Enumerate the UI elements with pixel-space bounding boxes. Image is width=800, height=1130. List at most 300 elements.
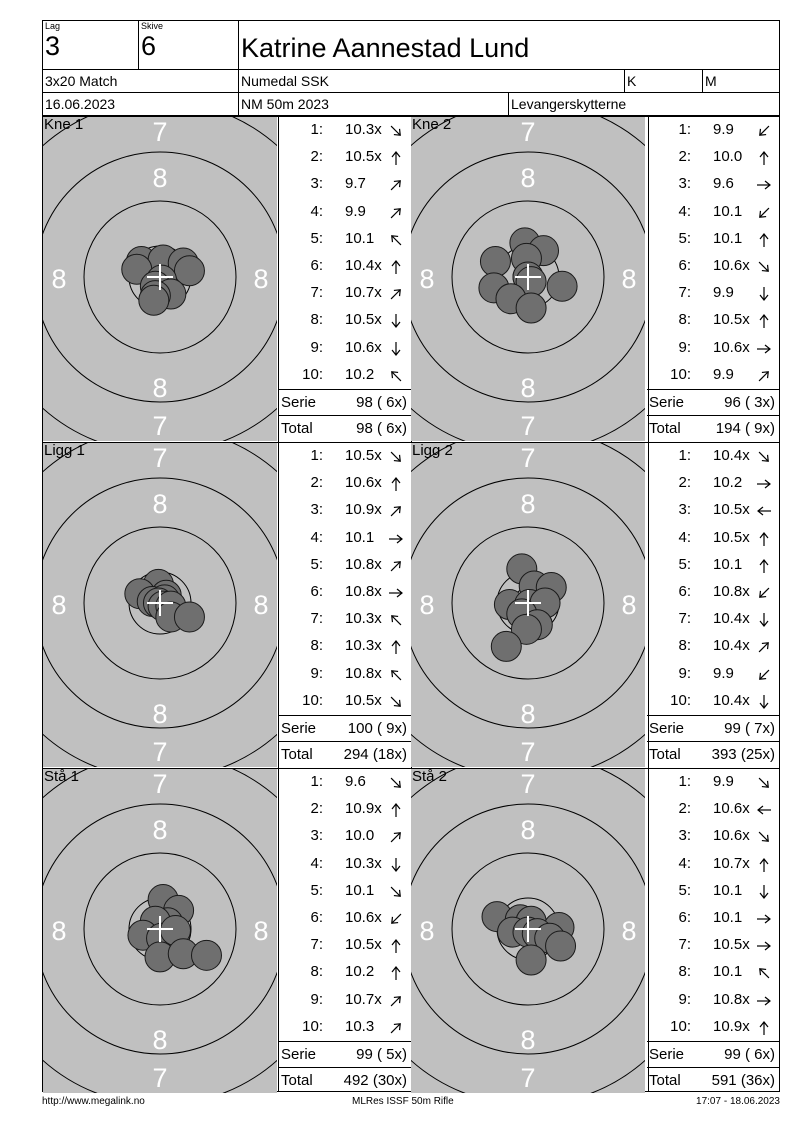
event: 3x20 Match	[45, 73, 118, 89]
shot-number: 2:	[310, 474, 323, 492]
direction-arrow-icon	[387, 258, 405, 276]
shot-score: 10.8x	[345, 555, 382, 573]
stage-name: Stå 2	[412, 768, 448, 785]
shot-number: 6:	[310, 257, 323, 274]
shot-score: 10.0	[713, 148, 743, 166]
shot-list	[647, 770, 779, 1040]
shot-score: 10.5x	[713, 501, 750, 519]
shot-number: 10:	[670, 691, 691, 709]
direction-arrow-icon	[755, 176, 773, 194]
ring-label-eight: 8	[520, 815, 536, 845]
direction-arrow-icon	[755, 910, 773, 928]
ring-label-seven: 7	[152, 117, 168, 147]
direction-arrow-icon	[387, 856, 405, 874]
ring-label-eight: 8	[253, 590, 269, 620]
direction-arrow-icon	[755, 828, 773, 846]
shot-number: 7:	[678, 936, 691, 954]
shot-number: 8:	[678, 637, 691, 655]
shot-score: 10.5x	[713, 528, 750, 546]
shot-number: 7:	[678, 610, 691, 628]
shot-score: 10.1	[713, 202, 743, 220]
direction-arrow-icon	[755, 937, 773, 955]
direction-arrow-icon	[387, 910, 405, 928]
direction-arrow-icon	[755, 557, 773, 575]
shot-number: 1:	[310, 447, 323, 464]
shot-number: 6:	[678, 909, 691, 926]
shot-score: 10.3x	[345, 610, 382, 628]
shot-score: 9.6	[713, 175, 734, 193]
shot-number: 9:	[310, 338, 323, 356]
skive-cell	[139, 21, 239, 70]
ring-label-seven: 7	[520, 737, 536, 767]
shot-number: 1:	[310, 121, 323, 138]
target-svg	[411, 769, 645, 1093]
ring-label-seven: 7	[152, 1063, 168, 1093]
shot-score: 9.6	[345, 773, 366, 790]
serie-label: Serie	[281, 720, 317, 737]
shot-row	[647, 824, 777, 851]
direction-arrow-icon	[387, 1019, 405, 1037]
shot-number: 4:	[678, 528, 691, 546]
shot-number: 8:	[310, 311, 323, 329]
shot-score: 10.3x	[345, 854, 382, 872]
shot-list	[279, 770, 411, 1040]
ring-label-eight: 8	[152, 163, 168, 193]
shot-hole	[547, 271, 577, 301]
shot-hole	[516, 945, 546, 975]
total-label: Total	[281, 1072, 313, 1089]
total-label: Total	[649, 746, 681, 763]
shot-list	[647, 444, 779, 714]
ring-label-eight: 8	[253, 264, 269, 294]
shot-number: 1:	[310, 773, 323, 790]
m-cell	[703, 70, 780, 93]
total-row	[279, 741, 411, 767]
direction-arrow-icon	[755, 367, 773, 385]
competition-cell	[239, 93, 509, 116]
serie-row	[279, 1041, 411, 1067]
total-value: 393 (25x)	[711, 746, 775, 763]
direction-arrow-icon	[387, 557, 405, 575]
shot-row	[647, 634, 777, 661]
direction-arrow-icon	[755, 992, 773, 1010]
total-value: 98 ( 6x)	[356, 420, 407, 437]
direction-arrow-icon	[387, 367, 405, 385]
target-svg	[43, 117, 277, 441]
direction-arrow-icon	[755, 964, 773, 982]
shot-score: 10.9x	[713, 1017, 750, 1035]
total-label: Total	[649, 1072, 681, 1089]
direction-arrow-icon	[755, 122, 773, 140]
serie-label: Serie	[649, 394, 685, 411]
direction-arrow-icon	[755, 231, 773, 249]
serie-value: 99 ( 6x)	[724, 1046, 775, 1063]
target-svg	[411, 117, 645, 441]
direction-arrow-icon	[387, 448, 405, 466]
total-label: Total	[281, 746, 313, 763]
shot-score: 10.4x	[713, 610, 750, 628]
ring-label-eight: 8	[51, 264, 67, 294]
shot-number: 5:	[678, 881, 691, 899]
direction-arrow-icon	[387, 584, 405, 602]
total-row	[279, 415, 411, 441]
total-row	[647, 1067, 779, 1093]
shot-row	[647, 770, 777, 797]
results-grid	[42, 116, 780, 1092]
serie-value: 96 ( 3x)	[724, 394, 775, 411]
ring-label-eight: 8	[253, 916, 269, 946]
shot-score: 10.3x	[345, 637, 382, 655]
ring-label-eight: 8	[51, 916, 67, 946]
shot-row	[279, 553, 409, 580]
shot-score: 10.7x	[345, 990, 382, 1008]
shot-number: 10:	[302, 365, 323, 383]
shot-row	[647, 172, 777, 199]
shot-row	[647, 118, 777, 145]
shot-number: 6:	[310, 909, 323, 926]
direction-arrow-icon	[387, 475, 405, 493]
shot-row	[647, 308, 777, 335]
shot-score: 9.7	[345, 175, 366, 193]
shot-score: 10.6x	[713, 338, 750, 356]
target-6	[411, 769, 645, 1093]
total-label: Total	[649, 420, 681, 437]
stage-name: Ligg 2	[412, 442, 453, 459]
target-svg	[43, 443, 277, 767]
shot-row	[647, 906, 777, 933]
shot-row	[647, 797, 777, 824]
shot-number: 6:	[678, 583, 691, 600]
club: Numedal SSK	[241, 73, 329, 89]
shot-row	[279, 906, 409, 933]
shot-row	[279, 580, 409, 607]
shot-row	[279, 852, 409, 879]
shot-score: 10.5x	[345, 311, 382, 329]
shot-score: 10.1	[713, 229, 743, 247]
shot-score: 10.9x	[345, 800, 382, 818]
serie-value: 99 ( 5x)	[356, 1046, 407, 1063]
shot-number: 9:	[310, 664, 323, 682]
shot-number: 10:	[302, 1017, 323, 1035]
total-row	[647, 415, 779, 441]
direction-arrow-icon	[755, 584, 773, 602]
shot-row	[647, 852, 777, 879]
organizer: Levangerskytterne	[511, 96, 627, 112]
shot-number: 8:	[310, 637, 323, 655]
shot-row	[279, 1015, 409, 1042]
shot-number: 10:	[670, 365, 691, 383]
shot-list	[279, 444, 411, 714]
shot-number: 7:	[678, 284, 691, 302]
target-2	[411, 117, 645, 441]
serie-label: Serie	[649, 720, 685, 737]
shot-row	[647, 1015, 777, 1042]
footer-timestamp: 17:07 - 18.06.2023	[696, 1096, 780, 1107]
event-cell	[43, 70, 239, 93]
shot-score: 10.2	[345, 365, 375, 383]
direction-arrow-icon	[755, 285, 773, 303]
target-3	[43, 443, 277, 767]
shot-number: 4:	[678, 854, 691, 872]
serie-value: 100 ( 9x)	[347, 720, 407, 737]
stage-name: Ligg 1	[44, 442, 85, 459]
ring-label-eight: 8	[520, 489, 536, 519]
shot-score: 10.4x	[713, 447, 750, 464]
shot-row	[279, 526, 409, 553]
direction-arrow-icon	[387, 638, 405, 656]
shot-score: 9.9	[345, 202, 366, 220]
direction-arrow-icon	[755, 530, 773, 548]
shot-score: 10.1	[345, 229, 375, 247]
shot-row	[279, 227, 409, 254]
class-m: M	[705, 73, 717, 89]
date: 16.06.2023	[45, 96, 116, 112]
shot-row	[647, 988, 777, 1015]
shot-hole	[174, 602, 204, 632]
lag-value: 3	[45, 31, 61, 61]
serie-row	[647, 715, 779, 741]
direction-arrow-icon	[755, 883, 773, 901]
ring-label-eight: 8	[51, 590, 67, 620]
shot-number: 1:	[678, 121, 691, 138]
shot-row	[279, 444, 409, 471]
shot-number: 5:	[310, 555, 323, 573]
shot-score: 10.4x	[713, 637, 750, 655]
shot-row	[647, 960, 777, 987]
ring-label-seven: 7	[520, 443, 536, 473]
shot-row	[647, 471, 777, 498]
direction-arrow-icon	[387, 340, 405, 358]
shot-score: 9.9	[713, 664, 734, 682]
shot-row	[279, 200, 409, 227]
shot-row	[279, 797, 409, 824]
target-svg	[411, 443, 645, 767]
ring-label-eight: 8	[520, 163, 536, 193]
ring-label-seven: 7	[152, 769, 168, 799]
shot-row	[279, 960, 409, 987]
shot-number: 3:	[678, 175, 691, 193]
direction-arrow-icon	[755, 340, 773, 358]
shot-number: 1:	[678, 773, 691, 790]
shot-score: 9.9	[713, 121, 734, 138]
shot-score: 10.8x	[713, 583, 750, 600]
direction-arrow-icon	[387, 801, 405, 819]
total-value: 194 ( 9x)	[715, 420, 775, 437]
shot-number: 4:	[310, 854, 323, 872]
shot-number: 3:	[310, 501, 323, 519]
shot-score: 10.0	[345, 827, 375, 845]
shot-number: 7:	[310, 610, 323, 628]
shot-number: 4:	[678, 202, 691, 220]
skive-value: 6	[141, 31, 157, 61]
shot-number: 3:	[678, 501, 691, 519]
ring-label-eight: 8	[621, 590, 637, 620]
skive-label: Skive	[141, 21, 164, 31]
shot-number: 3:	[310, 827, 323, 845]
direction-arrow-icon	[755, 502, 773, 520]
shot-list	[279, 118, 411, 388]
direction-arrow-icon	[755, 258, 773, 276]
stage-name: Kne 2	[412, 116, 452, 133]
shot-score: 10.1	[713, 555, 743, 573]
shot-number: 9:	[310, 990, 323, 1008]
shot-score: 10.4x	[345, 257, 382, 274]
club-cell	[239, 70, 625, 93]
shot-score: 10.3	[345, 1017, 375, 1035]
ring-label-eight: 8	[520, 373, 536, 403]
direction-arrow-icon	[755, 149, 773, 167]
shot-row	[647, 933, 777, 960]
direction-arrow-icon	[387, 122, 405, 140]
lag-cell	[43, 21, 139, 70]
shot-number: 10:	[302, 691, 323, 709]
shot-row	[647, 254, 777, 281]
direction-arrow-icon	[387, 964, 405, 982]
serie-row	[647, 389, 779, 415]
shot-row	[647, 227, 777, 254]
ring-label-eight: 8	[419, 264, 435, 294]
shot-row	[279, 118, 409, 145]
shot-hole	[491, 631, 521, 661]
direction-arrow-icon	[755, 312, 773, 330]
shot-score: 10.5x	[713, 311, 750, 329]
target-5	[43, 769, 277, 1093]
shot-row	[279, 145, 409, 172]
shot-score: 10.1	[713, 881, 743, 899]
shot-hole	[192, 940, 222, 970]
direction-arrow-icon	[387, 693, 405, 711]
serie-row	[279, 389, 411, 415]
shot-row	[647, 526, 777, 553]
direction-arrow-icon	[755, 801, 773, 819]
footer-url: http://www.megalink.no	[42, 1096, 145, 1107]
shot-score: 10.1	[345, 528, 375, 546]
serie-row	[647, 1041, 779, 1067]
shot-row	[647, 879, 777, 906]
ring-label-eight: 8	[152, 373, 168, 403]
total-row	[647, 741, 779, 767]
shot-row	[279, 308, 409, 335]
shot-number: 6:	[310, 583, 323, 600]
shot-list	[647, 118, 779, 388]
shot-number: 8:	[678, 311, 691, 329]
total-label: Total	[281, 420, 313, 437]
shot-row	[279, 770, 409, 797]
shot-number: 9:	[678, 338, 691, 356]
shot-score: 10.1	[345, 881, 375, 899]
ring-label-seven: 7	[520, 1063, 536, 1093]
shot-row	[647, 662, 777, 689]
direction-arrow-icon	[755, 448, 773, 466]
shot-number: 3:	[310, 175, 323, 193]
total-row	[279, 1067, 411, 1093]
ring-label-eight: 8	[152, 699, 168, 729]
shot-row	[279, 363, 409, 390]
stage-name: Kne 1	[44, 116, 84, 133]
serie-label: Serie	[649, 1046, 685, 1063]
lag-label: Lag	[45, 21, 61, 31]
shot-row	[647, 607, 777, 634]
direction-arrow-icon	[387, 666, 405, 684]
serie-row	[279, 715, 411, 741]
stage-name: Stå 1	[44, 768, 80, 785]
shot-score: 10.6x	[713, 257, 750, 274]
shot-number: 7:	[310, 284, 323, 302]
ring-label-eight: 8	[419, 590, 435, 620]
shot-score: 10.1	[713, 909, 743, 926]
shot-number: 2:	[678, 800, 691, 818]
ring-label-eight: 8	[152, 1025, 168, 1055]
shot-row	[279, 172, 409, 199]
shot-row	[647, 580, 777, 607]
ring-label-seven: 7	[520, 411, 536, 441]
shot-number: 8:	[678, 963, 691, 981]
shot-number: 10:	[670, 1017, 691, 1035]
shot-hole	[139, 285, 169, 315]
shot-row	[647, 689, 777, 716]
serie-label: Serie	[281, 1046, 317, 1063]
shot-score: 10.9x	[345, 501, 382, 519]
shot-number: 9:	[678, 990, 691, 1008]
shot-row	[279, 988, 409, 1015]
shot-number: 7:	[310, 936, 323, 954]
shot-score: 10.5x	[345, 691, 382, 709]
direction-arrow-icon	[387, 231, 405, 249]
shot-score: 10.3x	[345, 121, 382, 138]
shot-score: 10.6x	[345, 909, 382, 926]
shot-score: 10.6x	[345, 338, 382, 356]
direction-arrow-icon	[755, 666, 773, 684]
k-cell	[625, 70, 703, 93]
direction-arrow-icon	[387, 312, 405, 330]
shot-score: 10.7x	[345, 284, 382, 302]
shot-score: 10.2	[345, 963, 375, 981]
shot-number: 9:	[678, 664, 691, 682]
class-k: K	[627, 73, 637, 89]
direction-arrow-icon	[387, 828, 405, 846]
shot-row	[647, 336, 777, 363]
shot-number: 4:	[310, 528, 323, 546]
direction-arrow-icon	[755, 693, 773, 711]
shot-score: 10.5x	[345, 148, 382, 166]
header	[42, 20, 780, 116]
shot-score: 10.6x	[345, 474, 382, 492]
shot-number: 2:	[310, 148, 323, 166]
shot-row	[279, 336, 409, 363]
shot-score: 10.4x	[713, 691, 750, 709]
direction-arrow-icon	[387, 774, 405, 792]
organizer-cell	[509, 93, 780, 116]
shot-row	[279, 689, 409, 716]
shot-score: 9.9	[713, 365, 734, 383]
shot-hole	[546, 931, 576, 961]
date-cell	[43, 93, 239, 116]
shot-number: 5:	[310, 881, 323, 899]
direction-arrow-icon	[387, 611, 405, 629]
shot-row	[279, 607, 409, 634]
shot-row	[647, 363, 777, 390]
direction-arrow-icon	[387, 992, 405, 1010]
shot-score: 10.5x	[713, 936, 750, 954]
ring-label-eight: 8	[152, 815, 168, 845]
ring-label-eight: 8	[419, 916, 435, 946]
shot-score: 10.8x	[345, 664, 382, 682]
shot-row	[647, 200, 777, 227]
direction-arrow-icon	[387, 883, 405, 901]
direction-arrow-icon	[755, 1019, 773, 1037]
serie-label: Serie	[281, 394, 317, 411]
shot-row	[279, 933, 409, 960]
